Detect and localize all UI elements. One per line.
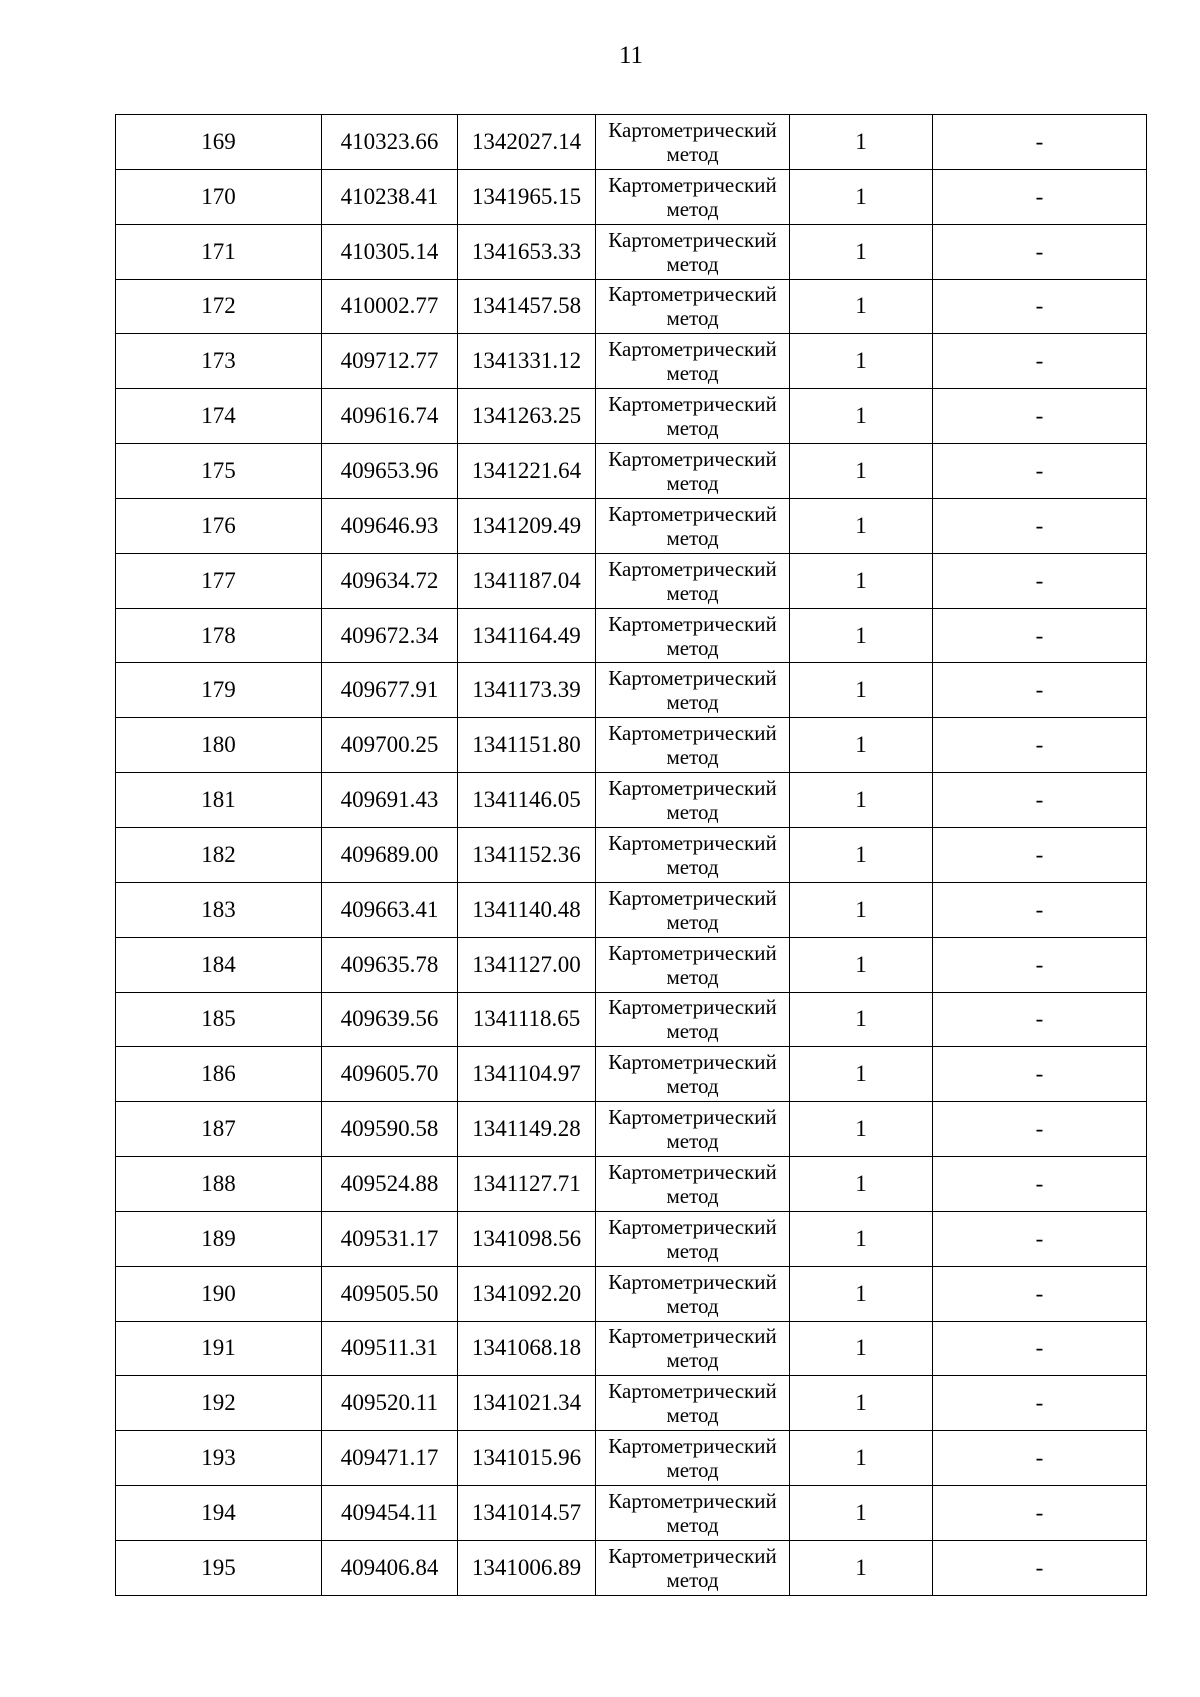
accuracy-cell: 1 [790,937,933,992]
accuracy-cell: 1 [790,1431,933,1486]
note-cell: - [933,1157,1147,1212]
note-cell: - [933,1211,1147,1266]
x-coordinate-cell: 409406.84 [322,1540,458,1595]
x-coordinate-cell: 409471.17 [322,1431,458,1486]
method-cell [596,1431,790,1486]
accuracy-cell: 1 [790,773,933,828]
point-number-cell: 171 [116,224,322,279]
accuracy-cell: 1 [790,279,933,334]
y-coordinate-cell: 1341127.71 [458,1157,596,1212]
note-cell: - [933,608,1147,663]
y-coordinate-cell: 1341140.48 [458,882,596,937]
note-cell: - [933,1540,1147,1595]
x-coordinate-cell: 409672.34 [322,608,458,663]
point-number-cell: 173 [116,334,322,389]
method-text-line1: Картометрический [608,1489,777,1514]
method-cell [596,1376,790,1431]
method-text-line2: метод [666,306,719,331]
method-text-line1: Картометрический [608,1159,777,1184]
accuracy-cell: 1 [790,1376,933,1431]
method-cell [596,169,790,224]
accuracy-cell: 1 [790,498,933,553]
method-text-line1: Картометрический [608,501,777,526]
method-text-line2: метод [666,1513,719,1538]
y-coordinate-cell: 1341149.28 [458,1102,596,1157]
method-text-line2: метод [666,964,719,989]
point-number-cell: 190 [116,1266,322,1321]
point-number-cell: 194 [116,1486,322,1541]
method-cell [596,608,790,663]
note-cell: - [933,1376,1147,1431]
y-coordinate-cell: 1342027.14 [458,115,596,170]
method-cell [596,773,790,828]
table-row [116,1266,1147,1321]
method-cell [596,992,790,1047]
note-cell: - [933,498,1147,553]
method-text-line1: Картометрический [608,1105,777,1130]
table-row [116,224,1147,279]
point-number-cell: 175 [116,444,322,499]
method-text-line1: Картометрический [608,392,777,417]
y-coordinate-cell: 1341152.36 [458,827,596,882]
note-cell: - [933,1047,1147,1102]
table-row [116,334,1147,389]
table-row [116,882,1147,937]
note-cell: - [933,389,1147,444]
x-coordinate-cell: 409689.00 [322,827,458,882]
method-cell [596,334,790,389]
accuracy-cell: 1 [790,1211,933,1266]
point-number-cell: 176 [116,498,322,553]
point-number-cell: 193 [116,1431,322,1486]
y-coordinate-cell: 1341092.20 [458,1266,596,1321]
table-row [116,1157,1147,1212]
method-cell [596,882,790,937]
method-text-line1: Картометрический [608,446,777,471]
method-text-line2: метод [666,525,719,550]
method-text-line2: метод [666,1567,719,1592]
method-cell [596,1157,790,1212]
x-coordinate-cell: 409653.96 [322,444,458,499]
y-coordinate-cell: 1341118.65 [458,992,596,1047]
accuracy-cell: 1 [790,1321,933,1376]
method-text-line1: Картометрический [608,337,777,362]
y-coordinate-cell: 1341164.49 [458,608,596,663]
method-cell [596,1540,790,1595]
table-row [116,1047,1147,1102]
method-text-line2: метод [666,580,719,605]
method-text-line2: метод [666,1074,719,1099]
y-coordinate-cell: 1341006.89 [458,1540,596,1595]
note-cell: - [933,1486,1147,1541]
note-cell: - [933,937,1147,992]
note-cell: - [933,882,1147,937]
method-text-line1: Картометрический [608,995,777,1020]
table-row [116,608,1147,663]
method-text-line2: метод [666,196,719,221]
y-coordinate-cell: 1341151.80 [458,718,596,773]
method-cell [596,224,790,279]
y-coordinate-cell: 1341221.64 [458,444,596,499]
y-coordinate-cell: 1341209.49 [458,498,596,553]
x-coordinate-cell: 409700.25 [322,718,458,773]
method-text-line1: Картометрический [608,1543,777,1568]
x-coordinate-cell: 409677.91 [322,663,458,718]
table-row [116,115,1147,170]
method-text-line1: Картометрический [608,1269,777,1294]
note-cell: - [933,663,1147,718]
accuracy-cell: 1 [790,444,933,499]
method-text-line1: Картометрический [608,830,777,855]
table-row [116,279,1147,334]
note-cell: - [933,115,1147,170]
note-cell: - [933,773,1147,828]
method-text-line1: Картометрический [608,666,777,691]
table-row [116,773,1147,828]
accuracy-cell: 1 [790,169,933,224]
method-text-line1: Картометрический [608,1324,777,1349]
x-coordinate-cell: 409505.50 [322,1266,458,1321]
point-number-cell: 186 [116,1047,322,1102]
method-text-line1: Картометрический [608,1214,777,1239]
method-text-line2: метод [666,361,719,386]
point-number-cell: 170 [116,169,322,224]
table-row [116,1486,1147,1541]
method-text-line2: метод [666,251,719,276]
method-text-line2: метод [666,854,719,879]
point-number-cell: 177 [116,553,322,608]
accuracy-cell: 1 [790,1157,933,1212]
accuracy-cell: 1 [790,718,933,773]
accuracy-cell: 1 [790,389,933,444]
accuracy-cell: 1 [790,1047,933,1102]
table-row [116,553,1147,608]
method-text-line2: метод [666,745,719,770]
table-row [116,1431,1147,1486]
x-coordinate-cell: 410238.41 [322,169,458,224]
y-coordinate-cell: 1341331.12 [458,334,596,389]
method-cell [596,1266,790,1321]
note-cell: - [933,1321,1147,1376]
x-coordinate-cell: 409635.78 [322,937,458,992]
table-row [116,389,1147,444]
y-coordinate-cell: 1341187.04 [458,553,596,608]
method-text-line2: метод [666,635,719,660]
method-text-line1: Картометрический [608,556,777,581]
method-cell [596,663,790,718]
y-coordinate-cell: 1341014.57 [458,1486,596,1541]
x-coordinate-cell: 409712.77 [322,334,458,389]
y-coordinate-cell: 1341653.33 [458,224,596,279]
method-cell [596,444,790,499]
point-number-cell: 174 [116,389,322,444]
x-coordinate-cell: 409605.70 [322,1047,458,1102]
point-number-cell: 180 [116,718,322,773]
x-coordinate-cell: 409520.11 [322,1376,458,1431]
note-cell: - [933,992,1147,1047]
method-text-line1: Картометрический [608,611,777,636]
method-text-line1: Картометрический [608,117,777,142]
point-number-cell: 184 [116,937,322,992]
point-number-cell: 181 [116,773,322,828]
note-cell: - [933,553,1147,608]
table-row [116,992,1147,1047]
method-text-line2: метод [666,470,719,495]
point-number-cell: 169 [116,115,322,170]
note-cell: - [933,334,1147,389]
x-coordinate-cell: 409639.56 [322,992,458,1047]
note-cell: - [933,1102,1147,1157]
note-cell: - [933,718,1147,773]
accuracy-cell: 1 [790,992,933,1047]
x-coordinate-cell: 409691.43 [322,773,458,828]
point-number-cell: 172 [116,279,322,334]
method-text-line1: Картометрический [608,1434,777,1459]
accuracy-cell: 1 [790,1540,933,1595]
note-cell: - [933,1431,1147,1486]
method-text-line1: Картометрический [608,282,777,307]
point-number-cell: 183 [116,882,322,937]
method-cell [596,937,790,992]
method-text-line1: Картометрический [608,1379,777,1404]
method-text-line1: Картометрический [608,227,777,252]
method-text-line2: метод [666,141,719,166]
method-cell [596,115,790,170]
point-number-cell: 192 [116,1376,322,1431]
method-text-line2: метод [666,1348,719,1373]
point-number-cell: 185 [116,992,322,1047]
table-row [116,169,1147,224]
accuracy-cell: 1 [790,663,933,718]
y-coordinate-cell: 1341965.15 [458,169,596,224]
method-text-line1: Картометрический [608,885,777,910]
method-text-line2: метод [666,1238,719,1263]
table-body [116,115,1147,1596]
point-number-cell: 189 [116,1211,322,1266]
y-coordinate-cell: 1341021.34 [458,1376,596,1431]
y-coordinate-cell: 1341015.96 [458,1431,596,1486]
point-number-cell: 178 [116,608,322,663]
y-coordinate-cell: 1341263.25 [458,389,596,444]
table-row [116,1321,1147,1376]
method-text-line2: метод [666,800,719,825]
y-coordinate-cell: 1341098.56 [458,1211,596,1266]
table-row [116,718,1147,773]
accuracy-cell: 1 [790,827,933,882]
method-text-line2: метод [666,1129,719,1154]
method-cell [596,718,790,773]
method-cell [596,1321,790,1376]
coordinates-table [115,114,1147,1596]
method-cell [596,1211,790,1266]
table-row [116,1376,1147,1431]
note-cell: - [933,169,1147,224]
x-coordinate-cell: 409663.41 [322,882,458,937]
point-number-cell: 191 [116,1321,322,1376]
page-number: 11 [618,42,644,69]
table-row [116,1102,1147,1157]
note-cell: - [933,224,1147,279]
table-row [116,1540,1147,1595]
method-text-line2: метод [666,1183,719,1208]
method-cell [596,498,790,553]
method-cell [596,279,790,334]
table-row [116,1211,1147,1266]
x-coordinate-cell: 410323.66 [322,115,458,170]
x-coordinate-cell: 409590.58 [322,1102,458,1157]
accuracy-cell: 1 [790,334,933,389]
point-number-cell: 187 [116,1102,322,1157]
y-coordinate-cell: 1341104.97 [458,1047,596,1102]
method-text-line2: метод [666,416,719,441]
method-cell [596,1047,790,1102]
y-coordinate-cell: 1341068.18 [458,1321,596,1376]
accuracy-cell: 1 [790,224,933,279]
method-cell [596,827,790,882]
x-coordinate-cell: 409454.11 [322,1486,458,1541]
accuracy-cell: 1 [790,882,933,937]
method-text-line2: метод [666,1403,719,1428]
x-coordinate-cell: 409634.72 [322,553,458,608]
table-row [116,937,1147,992]
method-text-line1: Картометрический [608,1050,777,1075]
accuracy-cell: 1 [790,1102,933,1157]
table-row [116,663,1147,718]
method-text-line1: Картометрический [608,940,777,965]
x-coordinate-cell: 409524.88 [322,1157,458,1212]
method-cell [596,1102,790,1157]
x-coordinate-cell: 410305.14 [322,224,458,279]
note-cell: - [933,279,1147,334]
method-text-line2: метод [666,690,719,715]
y-coordinate-cell: 1341127.00 [458,937,596,992]
method-text-line2: метод [666,1019,719,1044]
y-coordinate-cell: 1341457.58 [458,279,596,334]
method-text-line1: Картометрический [608,172,777,197]
method-cell [596,1486,790,1541]
table-row [116,498,1147,553]
method-text-line1: Картометрический [608,721,777,746]
x-coordinate-cell: 409646.93 [322,498,458,553]
point-number-cell: 182 [116,827,322,882]
y-coordinate-cell: 1341146.05 [458,773,596,828]
table-row [116,827,1147,882]
accuracy-cell: 1 [790,115,933,170]
note-cell: - [933,827,1147,882]
x-coordinate-cell: 409511.31 [322,1321,458,1376]
accuracy-cell: 1 [790,1266,933,1321]
x-coordinate-cell: 409616.74 [322,389,458,444]
x-coordinate-cell: 410002.77 [322,279,458,334]
method-cell [596,389,790,444]
method-text-line1: Картометрический [608,776,777,801]
y-coordinate-cell: 1341173.39 [458,663,596,718]
table-row [116,444,1147,499]
method-text-line2: метод [666,909,719,934]
point-number-cell: 179 [116,663,322,718]
point-number-cell: 195 [116,1540,322,1595]
point-number-cell: 188 [116,1157,322,1212]
note-cell: - [933,1266,1147,1321]
note-cell: - [933,444,1147,499]
method-cell [596,553,790,608]
accuracy-cell: 1 [790,553,933,608]
accuracy-cell: 1 [790,1486,933,1541]
method-text-line2: метод [666,1458,719,1483]
method-text-line2: метод [666,1293,719,1318]
accuracy-cell: 1 [790,608,933,663]
x-coordinate-cell: 409531.17 [322,1211,458,1266]
